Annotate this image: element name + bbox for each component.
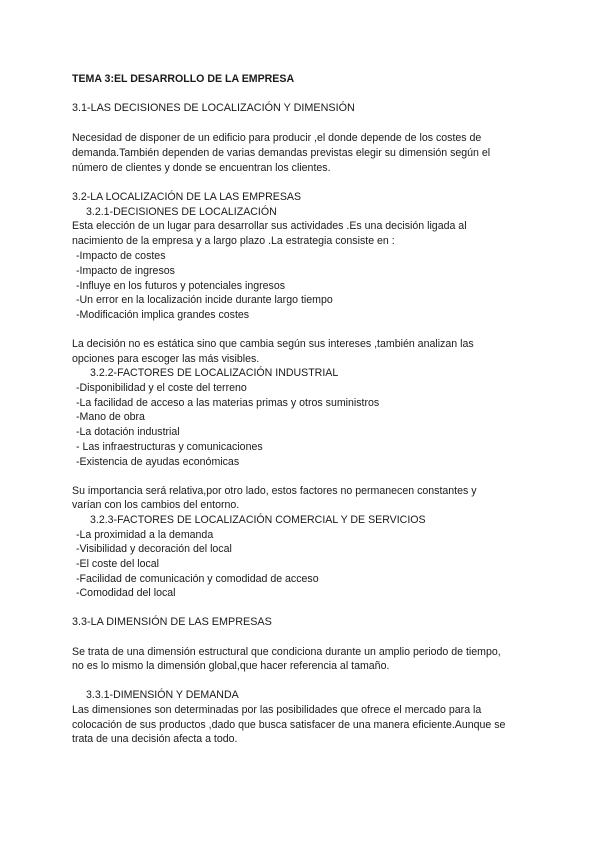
page-title: TEMA 3:EL DESARROLLO DE LA EMPRESA: [72, 73, 295, 85]
subsection-3-3-1-heading: 3.3.1-DIMENSIÓN Y DEMANDA: [86, 689, 239, 701]
subsection-3-2-2-heading: 3.2.2-FACTORES DE LOCALIZACIÓN INDUSTRIAL: [90, 367, 339, 379]
paragraph-line: demanda.También dependen de varias demandas previstas elegir su dimensión según el: [72, 147, 491, 159]
list-item: -La dotación industrial: [76, 426, 180, 438]
paragraph-line: no es lo mismo la dimensión global,que hacer referencia al tamaño.: [72, 660, 390, 672]
list-item: -Existencia de ayudas económicas: [76, 456, 240, 468]
list-item: -Impacto de costes: [76, 250, 166, 262]
section-3-1-heading: 3.1-LAS DECISIONES DE LOCALIZACIÓN Y DIMENSIÓN: [72, 102, 355, 114]
list-item: -Facilidad de comunicación y comodidad de acceso: [76, 573, 319, 585]
list-item: -Mano de obra: [76, 411, 145, 423]
list-item: -Visibilidad y decoración del local: [76, 543, 232, 555]
paragraph-line: varían con los cambios del entorno.: [72, 499, 240, 511]
paragraph-line: Necesidad de disponer de un edificio para producir ,el donde depende de los costes de: [72, 132, 482, 144]
list-item: -Comodidad del local: [76, 587, 176, 599]
paragraph-line: Las dimensiones son determinadas por las posibilidades que ofrece el mercado para la: [72, 704, 482, 716]
list-item: - Las infraestructuras y comunicaciones: [76, 441, 263, 453]
section-3-2-heading: 3.2-LA LOCALIZACIÓN DE LA LAS EMPRESAS: [72, 191, 302, 203]
paragraph-line: número de clientes y donde se encuentran los clientes.: [72, 162, 331, 174]
list-item: -La proximidad a la demanda: [76, 529, 214, 541]
paragraph-line: colocación de sus productos ,dado que busca satisfacer de una manera eficiente.Aunque se: [72, 719, 506, 731]
list-item: -Influye en los futuros y potenciales ingresos: [76, 280, 286, 292]
paragraph-line: La decisión no es estática sino que cambia según sus intereses ,también analizan las: [72, 338, 474, 350]
list-item: -La facilidad de acceso a las materias primas y otros suministros: [76, 397, 380, 409]
paragraph-line: nacimiento de la empresa y a largo plazo .La estrategia consiste en :: [72, 235, 395, 247]
list-item: -Impacto de ingresos: [76, 265, 175, 277]
list-item: -Disponibilidad y el coste del terreno: [76, 382, 247, 394]
subsection-3-2-1-heading: 3.2.1-DECISIONES DE LOCALIZACIÓN: [86, 206, 277, 218]
paragraph-line: Su importancia será relativa,por otro lado, estos factores no permanecen constantes y: [72, 485, 477, 497]
section-3-3-heading: 3.3-LA DIMENSIÓN DE LAS EMPRESAS: [72, 616, 272, 628]
paragraph-line: Esta elección de un lugar para desarrollar sus actividades .Es una decisión ligada al: [72, 220, 467, 232]
paragraph-line: trata de una decisión afecta a todo.: [72, 733, 238, 745]
paragraph-line: opciones para escoger las más visibles.: [72, 353, 260, 365]
list-item: -Un error en la localización incide durante largo tiempo: [76, 294, 333, 306]
list-item: -El coste del local: [76, 558, 160, 570]
subsection-3-2-3-heading: 3.2.3-FACTORES DE LOCALIZACIÓN COMERCIAL Y DE SERVICIOS: [90, 514, 426, 526]
paragraph-line: Se trata de una dimensión estructural que condiciona durante un amplio periodo de tiempo,: [72, 646, 501, 658]
list-item: -Modificación implica grandes costes: [76, 309, 250, 321]
